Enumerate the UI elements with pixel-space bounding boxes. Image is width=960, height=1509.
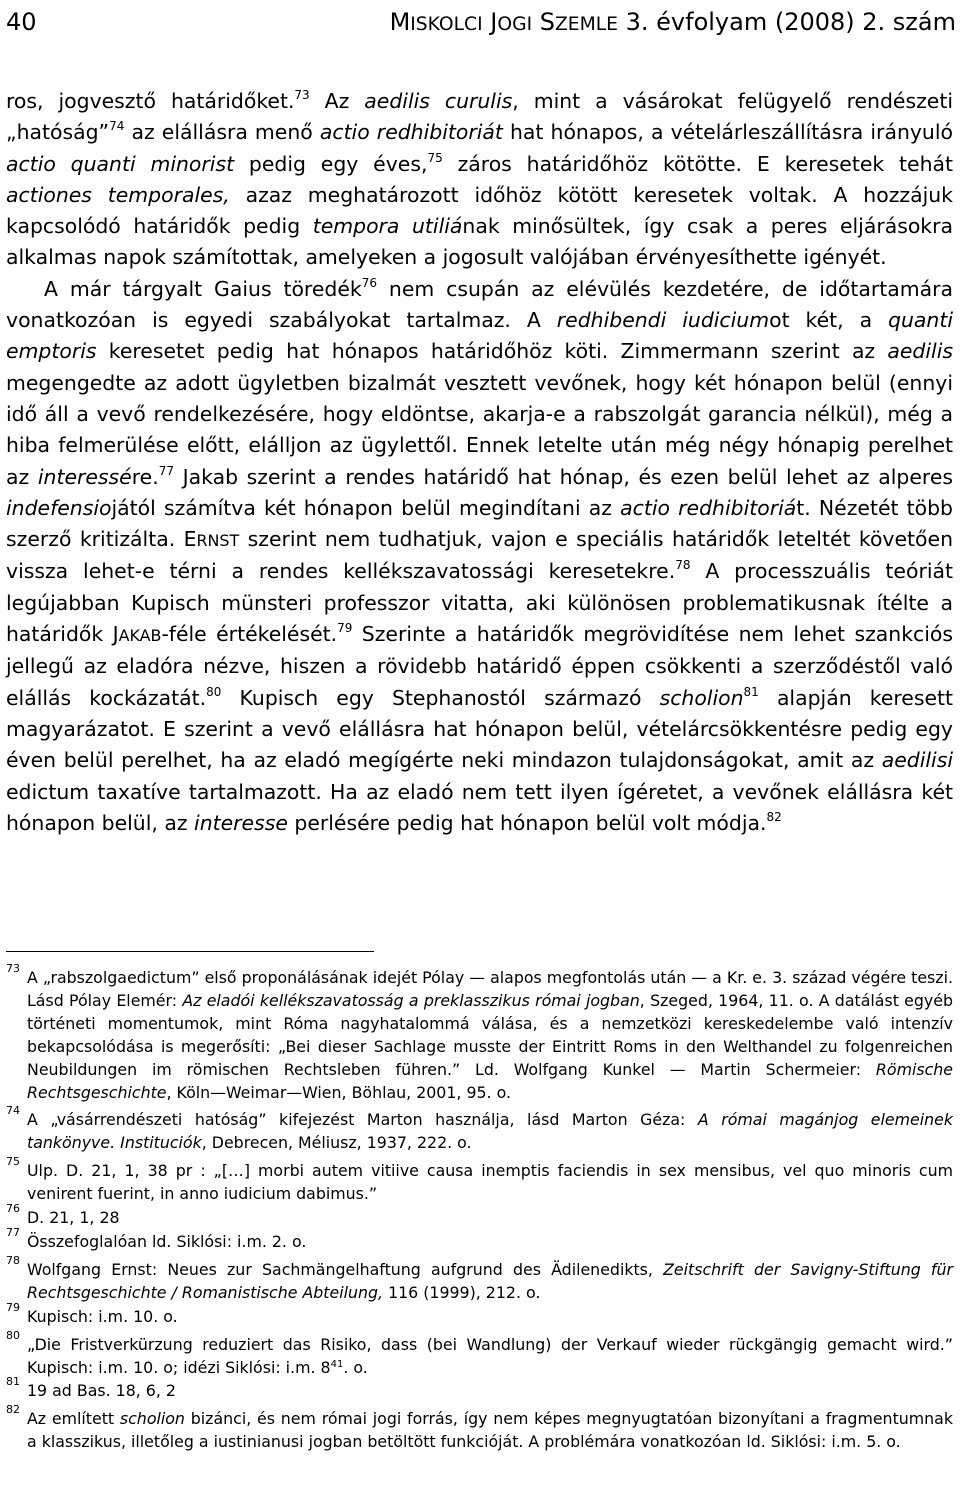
footnote-number: 76 xyxy=(6,1202,20,1216)
issue-info: 3. évfolyam (2008) 2. szám xyxy=(625,8,956,36)
footnote-number: 79 xyxy=(6,1300,20,1314)
footnote-number: 80 xyxy=(6,1328,20,1342)
footnote-number: 78 xyxy=(6,1253,20,1267)
footnote-number: 77 xyxy=(6,1225,20,1239)
footnote-78: 78 Wolfgang Ernst: Neues zur Sachmängelhaftung aufgrund des Ädilenedikts, Zeitschrift der Savigny-Stiftung für Rechtsgeschichte / Romanistische Abteilung, 116 (1999), 212. o. xyxy=(6,1253,954,1302)
footnote-number: 73 xyxy=(6,962,20,975)
footnote-81: 81 19 ad Bas. 18, 6, 2 xyxy=(6,1375,176,1401)
footnote-80: 80 „Die Fristverkürzung reduziert das Risiko, dass (bei Wandlung) der Verkauf wieder rückgängig gemacht wird.” Kupisch: i.m. 10. o; idézi Siklósi: i.m. $8^{41}$. o. xyxy=(6,1328,953,1377)
main-text xyxy=(6,86,953,839)
footnote-ref[interactable]: 80 xyxy=(206,684,222,699)
footnote-ref[interactable]: 78 xyxy=(675,558,691,573)
footnote-ref[interactable]: 74 xyxy=(109,119,125,134)
paragraph: ros, jogvesztő határidőket.$^{73}$ Az aedilis curulis, mint a vásárokat felügyelő rendészeti „hatóság”$^{74}$ az elállásra menő actio redhibitoriát hat hónapos, a vételárleszállításra irányuló actio quanti minorist pedig egy éves,$^{75}$ záros határidőhöz kötötte. E keresetek tehát actiones temporales, azaz meghatározott időhöz kötött keresetek voltak. A hozzájuk kapcsolódó határidők pedig tempora utiliának minősültek, így csak a peres eljárásokra alkalmas napok számítottak, amelyeken a jogosult valójában érvényesíthette igényét. xyxy=(6,88,953,270)
running-title xyxy=(390,2,956,45)
footnote-separator xyxy=(6,951,374,952)
footnote-number: 75 xyxy=(6,1155,20,1169)
journal-title-initial: J xyxy=(490,8,498,36)
footnote-82: 82 Az említett scholion bizánci, és nem római jogi forrás, így nem képes megnyugtatóan bizonyítani a fragmentumnak a klasszikus, illetőleg a iustinianusi jogban betöltött funkcióját. A problémára vonatkozóan ld. Siklósi: i.m. 5. o. xyxy=(6,1403,954,1452)
footnote-ref[interactable]: 75 xyxy=(427,150,443,165)
journal-title-smallcaps: ISKOLCI xyxy=(410,14,483,35)
journal-title-initial: S xyxy=(539,8,555,36)
footnote-ref[interactable]: 76 xyxy=(361,275,377,290)
paragraph: A már tárgyalt Gaius töredék$^{76}$ nem csupán az elévülés kezdetére, de időtartamára vonatkozóan is egyedi szabályokat tartalmaz. A redhibendi iudiciumot két, a quanti emptoris keresetet pedig hat hónapos határidőhöz köti. Zimmermann szerint az aedilis megengedte az adott ügyletben bizalmát vesztett vevőnek, hogy két hónapon belül (ennyi idő áll a vevő rendelkezésére, hogy eldöntse, akarja-e a rabszolgát garancia nélkül), még a hiba felmerülése előtt, elálljon az ügylettől. Ennek letelte után még négy hónapig perelhet az interessére.$^{77}$ Jakab szerint a rendes határidő hat hónap, és ezen belül lehet az alperes indefensiojától számítva két hónapon belül megindítani az actio redhibitoriát. Nézetét több szerző kritizálta. ERNST szerint nem tudhatjuk, vajon e speciális határidők leteltét követően vissza lehet-e térni a rendes kellékszavatossági keresetekre.$^{78}$ A processzuális teóriát legújabban Kupisch münsteri professzor vitatta, aki különösen problematikusnak ítélte a határidők JAKAB-féle értékelését.$^{79}$ Szerinte a határidők megrövidítése nem lehet szankciós jellegű az eladóra nézve, hiszen a rövidebb határidő éppen csökkenti a szerződéstől való elállás kockázatát.$^{80}$ Kupisch egy Stephanostól származó scholion$^{81}$ alapján keresett magyarázatot. E szerint a vevő elállásra hat hónapon belül, vételárcsökkentésre pedig egy éven belül perelhet, ha az eladó megígérte neki mindazon tulajdonságokat, amit az aedilisi edictum taxatíve tartalmazott. Ha az eladó nem tett ilyen ígéretet, a vevőnek elállásra két hónapon belül, az interesse perlésére pedig hat hónapon belül volt módja.$^{82}$ xyxy=(6,275,954,835)
footnote-ref[interactable]: 73 xyxy=(294,88,310,102)
journal-title-smallcaps: ZEMLE xyxy=(554,14,618,35)
footnote-number: 74 xyxy=(6,1104,20,1118)
footnote-73: 73 A „rabszolgaedictum” első proponálásának idejét Pólay — alapos megfontolás után — a Kr. e. 3. század végére teszi. Lásd Pólay Elemér: Az eladói kellékszavatosság a preklasszikus római jogban, Szeged, 1964, 11. o. A datálást egyéb történeti momentumok, mint Róma nagyhatalommá válása, és a nemzetközi kereskedelembe való intenzív bekapcsolódása is megerősíti: „Bei dieser Sachlage musste der Eintritt Roms in den Welthandel zu folgenreichen Neubildungen im römischen Rechtsleben führen.” Ld. Wolfgang Kunkel — Martin Schermeier: Römische Rechtsgeschichte, Köln—Weimar—Wien, Böhlau, 2001, 95. o. xyxy=(6,962,953,1102)
footnote-79: 79 Kupisch: i.m. 10. o. xyxy=(6,1300,178,1326)
page-number: 40 xyxy=(6,8,37,36)
journal-title-initial: M xyxy=(389,8,411,36)
page-header xyxy=(6,2,956,42)
footnote-ref[interactable]: 77 xyxy=(158,463,174,478)
footnotes xyxy=(6,962,954,1454)
footnote-number: 82 xyxy=(6,1403,20,1417)
footnote-number: 81 xyxy=(6,1375,20,1389)
footnote-ref[interactable]: 82 xyxy=(766,809,782,824)
footnote-77: 77 Összefoglalóan ld. Siklósi: i.m. 2. o. xyxy=(6,1225,307,1251)
footnote-ref[interactable]: 81 xyxy=(743,684,759,699)
footnote-76: 76 D. 21, 1, 28 xyxy=(6,1202,120,1228)
footnote-ref[interactable]: 79 xyxy=(337,621,353,636)
journal-title-smallcaps: OGI xyxy=(497,14,533,35)
footnote-75: 75 Ulp. D. 21, 1, 38 pr : „[…] morbi autem vitiive causa inemptis faciendis in sex mensibus, vel quo minoris cum venirent fuerint, in anno iudicium dabimus.” xyxy=(6,1155,953,1204)
footnote-74: 74 A „vásárrendészeti hatóság” kifejezést Marton használja, lásd Marton Géza: A római magánjog elemeinek tankönyve. Instituciók, Debrecen, Méliusz, 1937, 222. o. xyxy=(6,1104,953,1153)
